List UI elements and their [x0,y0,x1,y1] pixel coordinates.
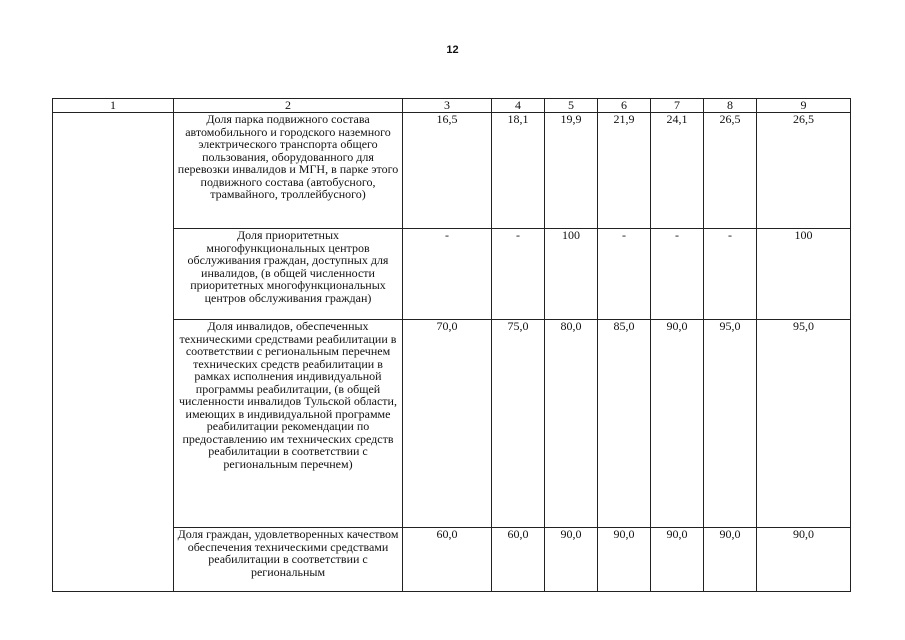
table-row [53,113,851,229]
indicator-value: 90,0 [651,320,704,528]
indicator-value: 90,0 [598,528,651,592]
indicator-description: Доля приоритетных многофункциональных центров обслуживания граждан, доступных для инвалидов, (в общей численности приоритетных многофункциональных центров обслуживания граждан) [174,229,403,320]
header-cell-4: 4 [492,99,545,113]
header-cell-2: 2 [174,99,403,113]
header-cell-7: 7 [651,99,704,113]
indicator-value: 70,0 [403,320,492,528]
indicator-value: 21,9 [598,113,651,229]
indicator-value: 90,0 [757,528,851,592]
table-cell-col1 [53,113,174,592]
indicators-table [52,98,851,592]
indicator-value: - [651,229,704,320]
indicator-value: 26,5 [757,113,851,229]
indicator-description: Доля инвалидов, обеспеченных техническими средствами реабилитации в соответствии с региональным перечнем технических средств реабилитации в рамках исполнения индивидуальной программы реабилитации, (в общей численности инвалидов Тульской области, имеющих в индивидуальной программе реабилитации рекомендации по предоставлению им технических средств реабилитации в соответствии с региональным перечнем) [174,320,403,528]
indicator-value: - [492,229,545,320]
indicator-value: 100 [757,229,851,320]
header-cell-1: 1 [53,99,174,113]
indicator-value: 19,9 [545,113,598,229]
indicator-value: 18,1 [492,113,545,229]
indicator-value: 26,5 [704,113,757,229]
header-cell-6: 6 [598,99,651,113]
indicator-value: 85,0 [598,320,651,528]
header-cell-5: 5 [545,99,598,113]
indicator-value: 95,0 [704,320,757,528]
indicator-value: 90,0 [545,528,598,592]
indicator-description: Доля граждан, удовлетворенных качеством обеспечения техническими средствами реабилитации в соответствии с региональным [174,528,403,592]
indicator-value: - [704,229,757,320]
page-number: 12 [446,44,459,56]
header-cell-3: 3 [403,99,492,113]
indicator-value: 16,5 [403,113,492,229]
header-cell-9: 9 [757,99,851,113]
indicator-value: 80,0 [545,320,598,528]
indicator-value: - [598,229,651,320]
indicator-value: 60,0 [403,528,492,592]
indicator-value: - [403,229,492,320]
header-cell-8: 8 [704,99,757,113]
indicator-value: 100 [545,229,598,320]
indicator-value: 95,0 [757,320,851,528]
indicator-value: 90,0 [651,528,704,592]
indicator-value: 75,0 [492,320,545,528]
indicator-value: 24,1 [651,113,704,229]
table-header-row [53,99,851,113]
indicator-value: 60,0 [492,528,545,592]
indicator-value: 90,0 [704,528,757,592]
indicator-description: Доля парка подвижного состава автомобильного и городского наземного электрического транспорта общего пользования, оборудованного для перевозки инвалидов и МГН, в парке этого подвижного состава (автобусного, трамвайного, троллейбусного) [174,113,403,229]
